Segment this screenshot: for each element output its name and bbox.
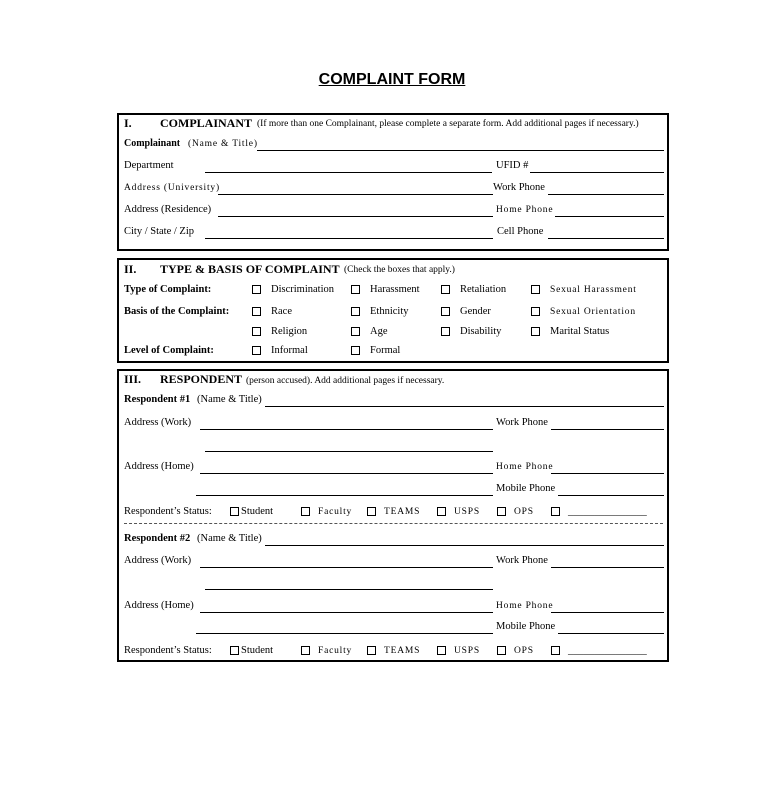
r2-status-other-field[interactable]: _______________ xyxy=(568,645,647,656)
respondent-1-title-field[interactable] xyxy=(630,406,664,407)
department-label: Department xyxy=(124,160,174,171)
r1-address-home-label: Address (Home) xyxy=(124,461,194,472)
r2-checkbox-teams[interactable] xyxy=(367,646,376,655)
complainant-sub: (Name & Title) xyxy=(188,139,258,149)
r2-mobile-phone-label: Mobile Phone xyxy=(496,621,556,632)
checkbox-harassment[interactable] xyxy=(351,285,360,294)
r2-checkbox-ops[interactable] xyxy=(497,646,506,655)
r1-address-work-line2[interactable] xyxy=(205,451,493,452)
option-harassment: Harassment xyxy=(370,284,420,295)
checkbox-gender[interactable] xyxy=(441,307,450,316)
ufid-field[interactable] xyxy=(530,172,664,173)
address-university-label: Address (University) xyxy=(124,183,220,193)
r1-address-work-label: Address (Work) xyxy=(124,417,192,428)
checkbox-age[interactable] xyxy=(351,327,360,336)
cell-phone-field[interactable] xyxy=(548,238,664,239)
r1-address-home-line2[interactable] xyxy=(196,495,493,496)
complainant-name-field[interactable] xyxy=(257,150,631,151)
r1-checkbox-ops[interactable] xyxy=(497,507,506,516)
checkbox-discrimination[interactable] xyxy=(252,285,261,294)
r1-checkbox-teams[interactable] xyxy=(367,507,376,516)
option-sexual-orientation: Sexual Orientation xyxy=(550,307,636,317)
department-field[interactable] xyxy=(205,172,492,173)
checkbox-informal[interactable] xyxy=(252,346,261,355)
section-heading: COMPLAINANT xyxy=(160,116,252,130)
r2-address-work-line2[interactable] xyxy=(205,589,493,590)
complainant-label: Complainant xyxy=(124,138,181,149)
option-religion: Religion xyxy=(271,326,308,337)
respondent-2-name-title: (Name & Title) xyxy=(197,533,262,544)
r2-status-ops: OPS xyxy=(514,646,534,656)
r1-status-usps: USPS xyxy=(454,507,480,517)
r1-checkbox-other[interactable] xyxy=(551,507,560,516)
checkbox-ethnicity[interactable] xyxy=(351,307,360,316)
section-numeral: II. xyxy=(124,262,137,276)
checkbox-race[interactable] xyxy=(252,307,261,316)
option-race: Race xyxy=(271,306,292,317)
address-residence-field[interactable] xyxy=(218,216,493,217)
basis-of-complaint-label: Basis of the Complaint: xyxy=(124,306,230,317)
type-of-complaint-label: Type of Complaint: xyxy=(124,284,212,295)
option-disability: Disability xyxy=(460,326,502,337)
r2-work-phone-field[interactable] xyxy=(551,567,664,568)
option-formal: Formal xyxy=(370,345,401,356)
r2-address-work-label: Address (Work) xyxy=(124,555,192,566)
r1-mobile-phone-field[interactable] xyxy=(558,495,664,496)
r2-status-teams: TEAMS xyxy=(384,646,421,656)
section-note: (Check the boxes that apply.) xyxy=(344,265,455,275)
r2-home-phone-field[interactable] xyxy=(551,612,664,613)
option-gender: Gender xyxy=(460,306,491,317)
section-note: (person accused). Add additional pages if necessary. xyxy=(246,376,445,386)
r1-address-work-field[interactable] xyxy=(200,429,493,430)
option-discrimination: Discrimination xyxy=(271,284,334,295)
option-ethnicity: Ethnicity xyxy=(370,306,409,317)
checkbox-sexual-harassment[interactable] xyxy=(531,285,540,294)
respondent-1-label: Respondent #1 xyxy=(124,394,191,405)
work-phone-field[interactable] xyxy=(548,194,664,195)
r2-status-label: Respondent’s Status: xyxy=(124,645,212,656)
r1-checkbox-faculty[interactable] xyxy=(301,507,310,516)
complainant-title-field[interactable] xyxy=(630,150,664,151)
section-numeral: I. xyxy=(124,116,132,130)
r1-checkbox-student[interactable] xyxy=(230,507,239,516)
option-sexual-harassment: Sexual Harassment xyxy=(550,285,637,295)
r1-status-ops: OPS xyxy=(514,507,534,517)
checkbox-disability[interactable] xyxy=(441,327,450,336)
level-of-complaint-label: Level of Complaint: xyxy=(124,345,214,356)
r1-address-home-field[interactable] xyxy=(200,473,493,474)
r1-home-phone-field[interactable] xyxy=(551,473,664,474)
form-title: COMPLAINT FORM xyxy=(318,71,466,88)
respondent-2-name-field[interactable] xyxy=(265,545,664,546)
r2-mobile-phone-field[interactable] xyxy=(558,633,664,634)
r2-checkbox-other[interactable] xyxy=(551,646,560,655)
respondent-1-name-field[interactable] xyxy=(265,406,631,407)
section-type-basis xyxy=(117,258,669,363)
checkbox-retaliation[interactable] xyxy=(441,285,450,294)
r1-status-faculty: Faculty xyxy=(318,507,353,517)
address-university-field[interactable] xyxy=(218,194,493,195)
r1-work-phone-field[interactable] xyxy=(551,429,664,430)
option-informal: Informal xyxy=(271,345,308,356)
section-numeral: III. xyxy=(124,372,142,386)
r1-work-phone-label: Work Phone xyxy=(496,417,548,428)
checkbox-religion[interactable] xyxy=(252,327,261,336)
r1-home-phone-label: Home Phone xyxy=(496,462,554,472)
option-retaliation: Retaliation xyxy=(460,284,507,295)
respondent-2-label: Respondent #2 xyxy=(124,533,191,544)
work-phone-label: Work Phone xyxy=(493,182,545,193)
r2-status-faculty: Faculty xyxy=(318,646,353,656)
home-phone-field[interactable] xyxy=(555,216,664,217)
r1-status-student: Student xyxy=(241,506,274,517)
r1-checkbox-usps[interactable] xyxy=(437,507,446,516)
r2-address-home-line2[interactable] xyxy=(196,633,493,634)
section-complainant xyxy=(117,113,669,251)
section-heading: RESPONDENT xyxy=(160,372,243,386)
r1-mobile-phone-label: Mobile Phone xyxy=(496,483,556,494)
checkbox-sexual-orientation[interactable] xyxy=(531,307,540,316)
r1-status-label: Respondent’s Status: xyxy=(124,506,212,517)
checkbox-marital-status[interactable] xyxy=(531,327,540,336)
r2-checkbox-faculty[interactable] xyxy=(301,646,310,655)
home-phone-label: Home Phone xyxy=(496,205,554,215)
r1-status-other-field[interactable]: _______________ xyxy=(568,506,647,517)
address-residence-label: Address (Residence) xyxy=(124,204,212,215)
r2-status-student: Student xyxy=(241,645,274,656)
r2-checkbox-usps[interactable] xyxy=(437,646,446,655)
section-note: (If more than one Complainant, please complete a separate form. Add additional pages if necessary.) xyxy=(257,119,639,129)
section-heading: TYPE & BASIS OF COMPLAINT xyxy=(160,262,340,276)
r2-checkbox-student[interactable] xyxy=(230,646,239,655)
section-respondent xyxy=(117,369,669,662)
r2-address-home-label: Address (Home) xyxy=(124,600,194,611)
cell-phone-label: Cell Phone xyxy=(497,226,544,237)
respondent-divider xyxy=(124,523,663,524)
r2-status-usps: USPS xyxy=(454,646,480,656)
option-age: Age xyxy=(370,326,388,337)
r1-status-teams: TEAMS xyxy=(384,507,421,517)
r2-address-work-field[interactable] xyxy=(200,567,493,568)
city-state-zip-field[interactable] xyxy=(205,238,493,239)
ufid-label: UFID # xyxy=(496,160,529,171)
r2-work-phone-label: Work Phone xyxy=(496,555,548,566)
respondent-1-name-title: (Name & Title) xyxy=(197,394,262,405)
r2-home-phone-label: Home Phone xyxy=(496,601,554,611)
option-marital-status: Marital Status xyxy=(550,326,610,337)
city-state-zip-label: City / State / Zip xyxy=(124,226,194,237)
r2-address-home-field[interactable] xyxy=(200,612,493,613)
checkbox-formal[interactable] xyxy=(351,346,360,355)
